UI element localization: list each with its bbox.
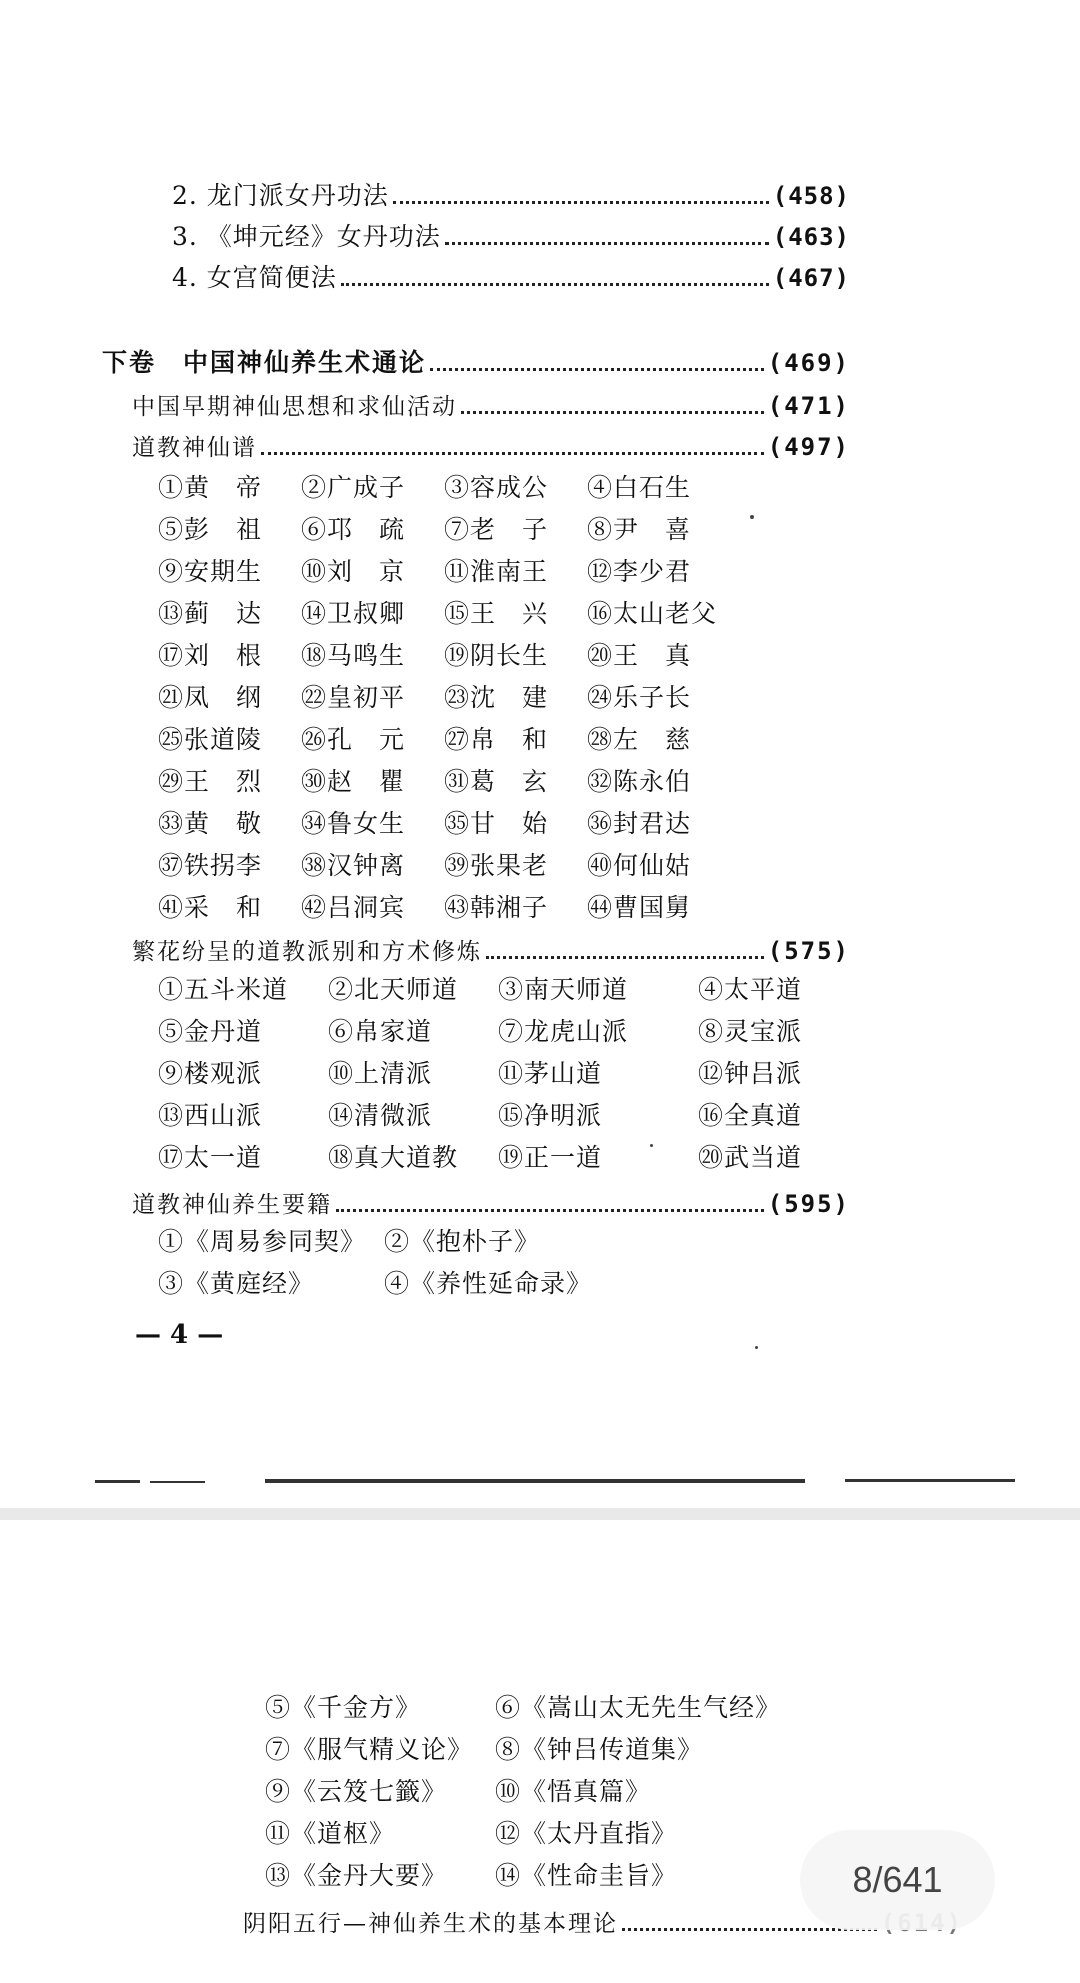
list-item: ②《抱朴子》 (384, 1227, 541, 1256)
list-item: ⑫李少君 (587, 557, 692, 586)
dot-leader (336, 1208, 764, 1212)
dot-leader (261, 451, 764, 455)
toc-part-heading (102, 343, 850, 379)
list-item: ⑱真大道教 (328, 1143, 459, 1172)
list-item: ⑤金丹道 (158, 1017, 263, 1046)
list-item: ㉜陈永伯 (587, 767, 692, 796)
list-item: ①五斗米道 (158, 975, 289, 1004)
list-item: ㊵何仙姑 (587, 851, 692, 880)
list-item: ㉕张道陵 (158, 725, 263, 754)
list-item: ⑦《服气精义论》 (265, 1735, 474, 1764)
list-item: ⑤彭 祖 (158, 515, 263, 544)
toc-section (132, 933, 850, 966)
list-item: ⑥邛 疏 (301, 515, 406, 544)
list-item: ㊲铁拐李 (158, 851, 263, 880)
list-item: ㊳汉钟离 (301, 851, 406, 880)
list-item: ⑧尹 喜 (587, 515, 692, 544)
list-item: ㉞鲁女生 (301, 809, 406, 838)
list-item: ⑧《钟吕传道集》 (495, 1735, 704, 1764)
list-item: ⑬《金丹大要》 (265, 1861, 448, 1890)
list-item: ㉓沈 建 (444, 683, 549, 712)
toc-section-label: 道教神仙养生要籍 (132, 1192, 332, 1218)
toc-section-label: 中国早期神仙思想和求仙活动 (132, 394, 457, 420)
toc-section (132, 388, 850, 421)
scan-speck (750, 515, 754, 519)
list-item: ㉖孔 元 (301, 725, 406, 754)
page-divider (0, 1508, 1080, 1520)
list-item: ⑯太山老父 (587, 599, 718, 628)
list-item: ⑫钟吕派 (698, 1059, 803, 1088)
page-number-footer: — 4 — (135, 1320, 224, 1350)
toc-part-label: 下卷 中国神仙养生术通论 (102, 348, 427, 377)
list-item: ⑨楼观派 (158, 1059, 263, 1088)
list-item: ⑱马鸣生 (301, 641, 406, 670)
list-item: ⑥《嵩山太无先生气经》 (495, 1693, 782, 1722)
list-item: ⑥帛家道 (328, 1017, 433, 1046)
list-item: ㉟甘 始 (444, 809, 549, 838)
list-item: ⑨安期生 (158, 557, 263, 586)
page-counter-badge[interactable]: 8/641 (800, 1830, 995, 1930)
list-item: ④《养性延命录》 (384, 1269, 593, 1298)
list-item: ①《周易参同契》 (158, 1227, 367, 1256)
list-item: ③南天师道 (498, 975, 629, 1004)
list-item: ㊸韩湘子 (444, 893, 549, 922)
toc-section (132, 1186, 850, 1219)
list-item: ⑪淮南王 (444, 557, 549, 586)
sects-list (158, 970, 858, 1180)
toc-entry-label: 2. 龙门派女丹功法 (172, 181, 389, 210)
list-item: ③容成公 (444, 473, 549, 502)
dot-leader (486, 955, 764, 959)
list-item: ⑲阴长生 (444, 641, 549, 670)
dot-leader (445, 241, 769, 245)
list-item: ㉚赵 瞿 (301, 767, 406, 796)
books-list (158, 1222, 604, 1306)
dot-leader (341, 282, 769, 286)
list-item: ⑪茅山道 (498, 1059, 603, 1088)
list-item: ㉗帛 和 (444, 725, 549, 754)
list-item: ④太平道 (698, 975, 803, 1004)
list-item: ㊹曹国舅 (587, 893, 692, 922)
list-item: ㊴张果老 (444, 851, 549, 880)
list-item: ㉒皇初平 (301, 683, 406, 712)
list-item: ㊶采 和 (158, 893, 263, 922)
toc-entry (172, 258, 850, 294)
list-item: ⑳王 真 (587, 641, 692, 670)
list-item: ⑩刘 京 (301, 557, 406, 586)
dot-leader (393, 200, 769, 204)
list-item: ⑭卫叔卿 (301, 599, 406, 628)
list-item: ㉔乐子长 (587, 683, 692, 712)
toc-entry-label: 4. 女宫简便法 (172, 263, 337, 292)
books-list-continued (265, 1688, 805, 1898)
toc-section-label: 道教神仙谱 (132, 435, 257, 461)
scan-artifact (95, 1480, 140, 1483)
list-item: ⑬蓟 达 (158, 599, 263, 628)
list-item: ⑬西山派 (158, 1101, 263, 1130)
list-item: ⑰刘 根 (158, 641, 263, 670)
list-item: ⑮净明派 (498, 1101, 603, 1130)
toc-entry-label: 3. 《坤元经》女丹功法 (172, 222, 441, 251)
scan-artifact (845, 1479, 1015, 1482)
toc-entry-page: (458) (772, 182, 850, 210)
toc-section-page: (575) (767, 937, 850, 965)
list-item: ㉘左 慈 (587, 725, 692, 754)
list-item: ㉛葛 玄 (444, 767, 549, 796)
list-item: ⑤《千金方》 (265, 1693, 422, 1722)
toc-entry-page: (467) (772, 264, 850, 292)
toc-section-page: (471) (767, 392, 850, 420)
immortals-list (158, 468, 730, 930)
toc-section (132, 429, 850, 462)
scan-speck (650, 1144, 653, 1147)
list-item: ㉝黄 敬 (158, 809, 263, 838)
toc-entry-page: (463) (772, 223, 850, 251)
list-item: ⑳武当道 (698, 1143, 803, 1172)
toc-section-page: (497) (767, 433, 850, 461)
list-item: ⑮王 兴 (444, 599, 549, 628)
list-item: ⑦老 子 (444, 515, 549, 544)
list-item: ⑩《悟真篇》 (495, 1777, 652, 1806)
list-item: ④白石生 (587, 473, 692, 502)
list-item: ⑪《道枢》 (265, 1819, 396, 1848)
scan-artifact (150, 1481, 205, 1483)
list-item: ①黄 帝 (158, 473, 263, 502)
list-item: ②广成子 (301, 473, 406, 502)
toc-section-page: (595) (767, 1190, 850, 1218)
list-item: ③《黄庭经》 (158, 1269, 315, 1298)
list-item: ⑧灵宝派 (698, 1017, 803, 1046)
dot-leader (461, 410, 764, 414)
list-item: ⑲正一道 (498, 1143, 603, 1172)
list-item: ㉙王 烈 (158, 767, 263, 796)
scan-speck (755, 1346, 758, 1349)
list-item: ⑫《太丹直指》 (495, 1819, 678, 1848)
dot-leader (430, 367, 764, 371)
list-item: ⑰太一道 (158, 1143, 263, 1172)
list-item: ㊷吕洞宾 (301, 893, 406, 922)
toc-section-label: 繁花纷呈的道教派别和方术修炼 (132, 939, 482, 965)
list-item: ⑩上清派 (328, 1059, 433, 1088)
list-item: ⑦龙虎山派 (498, 1017, 629, 1046)
list-item: ⑯全真道 (698, 1101, 803, 1130)
list-item: ⑭清微派 (328, 1101, 433, 1130)
toc-entry (172, 217, 850, 253)
list-item: ②北天师道 (328, 975, 459, 1004)
list-item: ⑨《云笈七籤》 (265, 1777, 448, 1806)
list-item: ⑭《性命圭旨》 (495, 1861, 678, 1890)
toc-section-label: 阴阳五行—神仙养生术的基本理论 (243, 1911, 618, 1937)
scan-artifact (265, 1479, 805, 1483)
toc-entry (172, 176, 850, 212)
list-item: ㊱封君达 (587, 809, 692, 838)
list-item: ㉑凤 纲 (158, 683, 263, 712)
toc-part-page: (469) (767, 349, 850, 377)
